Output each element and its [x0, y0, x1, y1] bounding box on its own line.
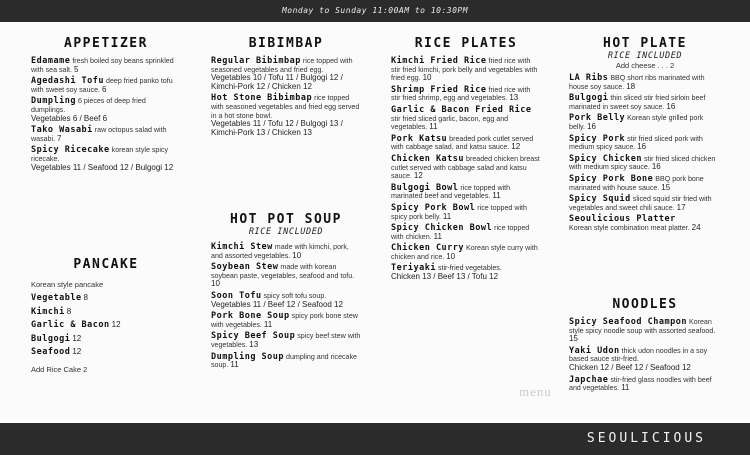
menu-item: Kimchi Fried Rice fried rice with stir fried kimchi, pork belly and vegetables with fried egg. 10 — [391, 56, 538, 83]
menu-item: Dumpling Soup dumpling and ricecake soup. 11 — [211, 351, 357, 370]
pancake-title: PANCAKE — [73, 257, 139, 272]
menu-item: Spicy Ricecake korean style spicy ricecake. Vegetables 11 / Seafood 12 / Bulgogi 12 — [31, 145, 174, 172]
bibimbap-section — [211, 36, 361, 140]
noodles-section — [569, 297, 721, 396]
noodles-title: NOODLES — [612, 297, 678, 312]
menu-item: Pork Katsu breaded pork cutlet served with cabbage salad, and katsu sauce. 12 — [391, 133, 534, 152]
bibimbap-title: BIBIMBAP — [248, 36, 324, 51]
menu-item: Bulgogi Bowl rice topped with marinated beef and vegetables. 11 — [391, 182, 511, 201]
menu-item: Spicy Pork Bone BBQ pork bone marinated with house sauce. 15 — [569, 173, 704, 192]
menu-item: Regular Bibimbap rice topped with seasoned vegetables and fried egg. Vegetables 10 / Tofu 11 / Bulgogi 12 / Kimchi-Pork 12 / Chicken 12 — [211, 56, 353, 91]
hotpot-subtitle: RICE INCLUDED — [248, 227, 324, 237]
watermark: menu — [519, 384, 552, 399]
menu-item: Agedashi Tofu deep fried panko tofu with sweet soy sauce. 6 — [31, 76, 173, 94]
menu-item: Vegetable 8 — [31, 293, 88, 303]
brand-name: SEOULICIOUS — [586, 431, 706, 446]
menu-item: Pork Belly Korean style grilled pork belly. 16 — [569, 113, 704, 131]
hotpot-section — [211, 212, 361, 373]
hotplate-title: HOT PLATE — [603, 36, 687, 51]
menu-item: Japchae stir-fried glass noodles with beef and vegetables. 11 — [569, 374, 712, 393]
menu-page — [0, 22, 750, 423]
appetizer-section — [31, 36, 181, 175]
menu-item: Garlic & Bacon 12 — [31, 320, 121, 331]
pancake-desc: Korean style pancake — [31, 280, 104, 289]
appetizer-title: APPETIZER — [64, 36, 148, 51]
menu-item: Spicy Pork stir fried sliced pork with medium spicy sauce. 16 — [569, 133, 703, 152]
pancake-note: Add Rice Cake 2 — [31, 364, 88, 374]
menu-item: Seafood 12 — [31, 347, 82, 358]
menu-item: Teriyaki stir-fried vegetables. Chicken 13 / Beef 13 / Tofu 12 — [391, 263, 502, 282]
menu-item: Hot Stone Bibimbap rice topped with seasoned vegetables and fried egg served in a hot stone bowl. Vegetables 11 / Tofu 12 / Bulgogi 13 / Kimchi-Pork 13 / Chicken 13 — [211, 93, 360, 137]
menu-item: Garlic & Bacon Fried Rice stir fried sliced garlic, bacon, egg and vegetables. 11 — [391, 104, 532, 132]
hotplate-subtitle: RICE INCLUDED — [607, 51, 683, 61]
rice-title: RICE PLATES — [414, 36, 518, 51]
menu-item: Pork Bone Soup spicy pork bone stew with vegetables. 11 — [211, 311, 358, 329]
menu-item: Spicy Beef Soup spicy beef stew with vegetables. 13 — [211, 331, 361, 349]
menu-item: Seoulicious Platter Korean style combination meat platter. 24 — [569, 214, 701, 232]
menu-item: Soon Tofu spicy soft tofu soup. Vegetables 11 / Beef 12 / Seafood 12 — [211, 290, 343, 309]
menu-item: Edamame fresh boiled soy beans sprinkled with sea salt. 5 — [31, 56, 174, 74]
menu-item: Bulgogi thin sliced stir fried sirloin beef marinated in sweet soy sauce. 16 — [569, 93, 706, 111]
menu-item: Spicy Seafood Champon Korean style spicy noodle soup with assorted seafood. 15 — [569, 317, 716, 344]
menu-item: Spicy Chicken stir fried sliced chicken with medium spicy sauce. 16 — [569, 153, 716, 172]
menu-item: Shrimp Fried Rice fried rice with stir fried shrimp, egg and vegetables. 13 — [391, 84, 531, 103]
menu-item: Soybean Stew made with korean soybean paste, vegetables, seafood and tofu. 10 — [211, 262, 355, 289]
menu-item: Chicken Katsu breaded chicken breast cutlet served with cabbage salad and katsu sauce. 12 — [391, 153, 540, 181]
menu-item: LA Ribs BBQ short ribs marinated with house soy sauce. 18 — [569, 73, 705, 91]
menu-item: Kimchi Stew made with kimchi, pork, and assorted vegetables. 10 — [211, 242, 349, 260]
menu-item: Tako Wasabi raw octopus salad with wasabi. 7 — [31, 125, 167, 143]
menu-item: Chicken Curry Korean style curry with chicken and rice. 10 — [391, 243, 538, 261]
menu-item: Yaki Udon thick udon noodles in a soy based sauce stir-fried. Chicken 12 / Beef 12 / Seafood 12 — [569, 345, 708, 372]
hours-banner: Monday to Sunday 11:00AM to 10:30PM — [0, 0, 750, 22]
menu-item: Dumpling 6 pieces of deep fried dumplings. Vegetables 6 / Beef 6 — [31, 96, 146, 123]
footer-bar — [0, 423, 750, 455]
hotplate-note: Add cheese . . . 2 — [615, 61, 675, 70]
menu-item: Spicy Chicken Bowl rice topped with chicken. 11 — [391, 223, 530, 241]
pancake-section — [31, 257, 181, 374]
hotpot-title: HOT POT SOUP — [230, 212, 342, 227]
rice-section — [391, 36, 541, 285]
hotplate-section — [569, 36, 721, 236]
menu-item: Bulgogi 12 — [31, 333, 82, 344]
menu-item: Spicy Pork Bowl rice topped with spicy pork belly. 11 — [391, 202, 527, 221]
menu-item: Kimchi 8 — [31, 306, 72, 317]
menu-item: Spicy Squid sliced squid stir fried with vegetables and sweet chili sauce. 17 — [569, 194, 712, 212]
